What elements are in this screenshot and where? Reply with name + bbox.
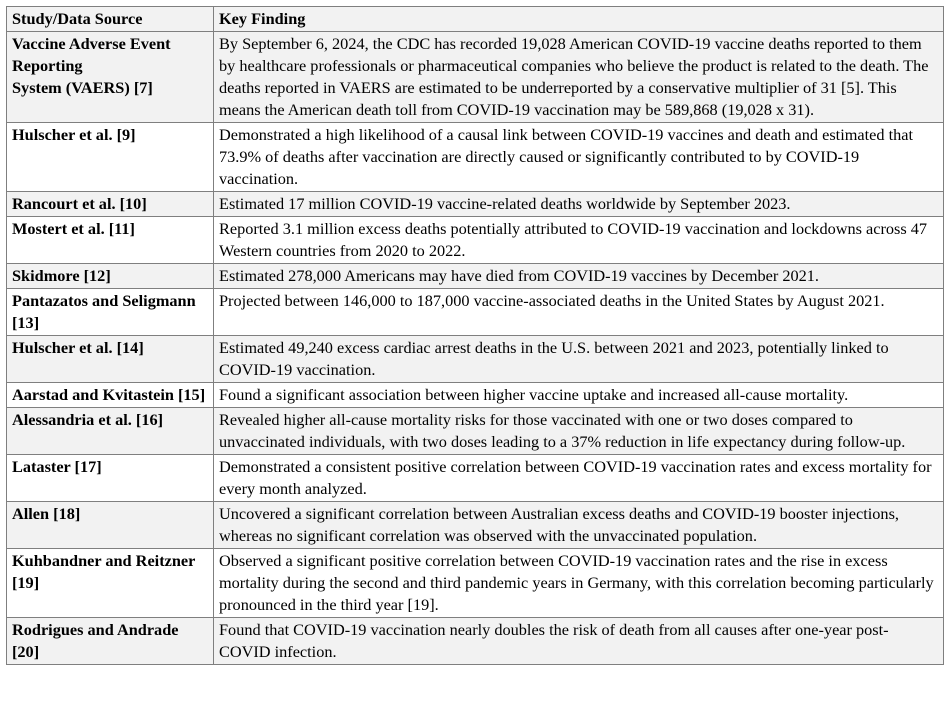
table-header-row <box>7 7 944 32</box>
study-source-cell: Kuhbandner and Reitzner [19] <box>7 549 214 618</box>
study-source-cell: Hulscher et al. [9] <box>7 123 214 192</box>
study-source-cell: Rodrigues and Andrade [20] <box>7 618 214 665</box>
study-source-cell: Aarstad and Kvitastein [15] <box>7 383 214 408</box>
key-finding-cell: Observed a significant positive correlation between COVID-19 vaccination rates and the rise in excess mortality during the second and third pandemic years in Germany, with this correlation becoming particularly pronounced in the third year [19]. <box>214 549 944 618</box>
key-finding-cell: Estimated 278,000 Americans may have died from COVID-19 vaccines by December 2021. <box>214 264 944 289</box>
study-source-cell: Mostert et al. [11] <box>7 217 214 264</box>
study-source-cell: Vaccine Adverse Event Reporting System (VAERS) [7] <box>7 32 214 123</box>
study-source-cell: Rancourt et al. [10] <box>7 192 214 217</box>
header-key-finding: Key Finding <box>214 7 944 32</box>
table-row <box>7 408 944 455</box>
table-row <box>7 336 944 383</box>
study-source-cell: Allen [18] <box>7 502 214 549</box>
findings-table-body <box>7 7 944 665</box>
findings-table <box>6 6 944 665</box>
key-finding-cell: By September 6, 2024, the CDC has recorded 19,028 American COVID-19 vaccine deaths reported to them by healthcare professionals or pharmaceutical companies who believe the product is related to the death. The deaths reported in VAERS are estimated to be underreported by a conservative multiplier of 31 [5]. This means the American death toll from COVID-19 vaccination may be 589,868 (19,028 x 31). <box>214 32 944 123</box>
header-study-source: Study/Data Source <box>7 7 214 32</box>
study-source-cell: Lataster [17] <box>7 455 214 502</box>
table-row <box>7 123 944 192</box>
key-finding-cell: Found that COVID-19 vaccination nearly doubles the risk of death from all causes after one-year post-COVID infection. <box>214 618 944 665</box>
key-finding-cell: Demonstrated a high likelihood of a causal link between COVID-19 vaccines and death and estimated that 73.9% of deaths after vaccination are directly caused or significantly contributed to by COVID-19 vaccination. <box>214 123 944 192</box>
key-finding-cell: Found a significant association between higher vaccine uptake and increased all-cause mortality. <box>214 383 944 408</box>
key-finding-cell: Uncovered a significant correlation between Australian excess deaths and COVID-19 booster injections, whereas no significant correlation was observed with the unvaccinated population. <box>214 502 944 549</box>
key-finding-cell: Projected between 146,000 to 187,000 vaccine-associated deaths in the United States by August 2021. <box>214 289 944 336</box>
table-row <box>7 455 944 502</box>
key-finding-cell: Reported 3.1 million excess deaths potentially attributed to COVID-19 vaccination and lockdowns across 47 Western countries from 2020 to 2022. <box>214 217 944 264</box>
table-row <box>7 549 944 618</box>
table-row <box>7 192 944 217</box>
table-row <box>7 502 944 549</box>
table-row <box>7 618 944 665</box>
key-finding-cell: Estimated 49,240 excess cardiac arrest deaths in the U.S. between 2021 and 2023, potentially linked to COVID-19 vaccination. <box>214 336 944 383</box>
table-row <box>7 217 944 264</box>
study-source-cell: Hulscher et al. [14] <box>7 336 214 383</box>
study-source-cell: Alessandria et al. [16] <box>7 408 214 455</box>
study-source-cell: Skidmore [12] <box>7 264 214 289</box>
table-row <box>7 289 944 336</box>
key-finding-cell: Estimated 17 million COVID-19 vaccine-related deaths worldwide by September 2023. <box>214 192 944 217</box>
table-row <box>7 383 944 408</box>
study-source-cell: Pantazatos and Seligmann [13] <box>7 289 214 336</box>
table-row <box>7 32 944 123</box>
key-finding-cell: Revealed higher all-cause mortality risks for those vaccinated with one or two doses compared to unvaccinated individuals, with two doses leading to a 37% reduction in life expectancy during follow-up. <box>214 408 944 455</box>
table-row <box>7 264 944 289</box>
key-finding-cell: Demonstrated a consistent positive correlation between COVID-19 vaccination rates and excess mortality for every month analyzed. <box>214 455 944 502</box>
